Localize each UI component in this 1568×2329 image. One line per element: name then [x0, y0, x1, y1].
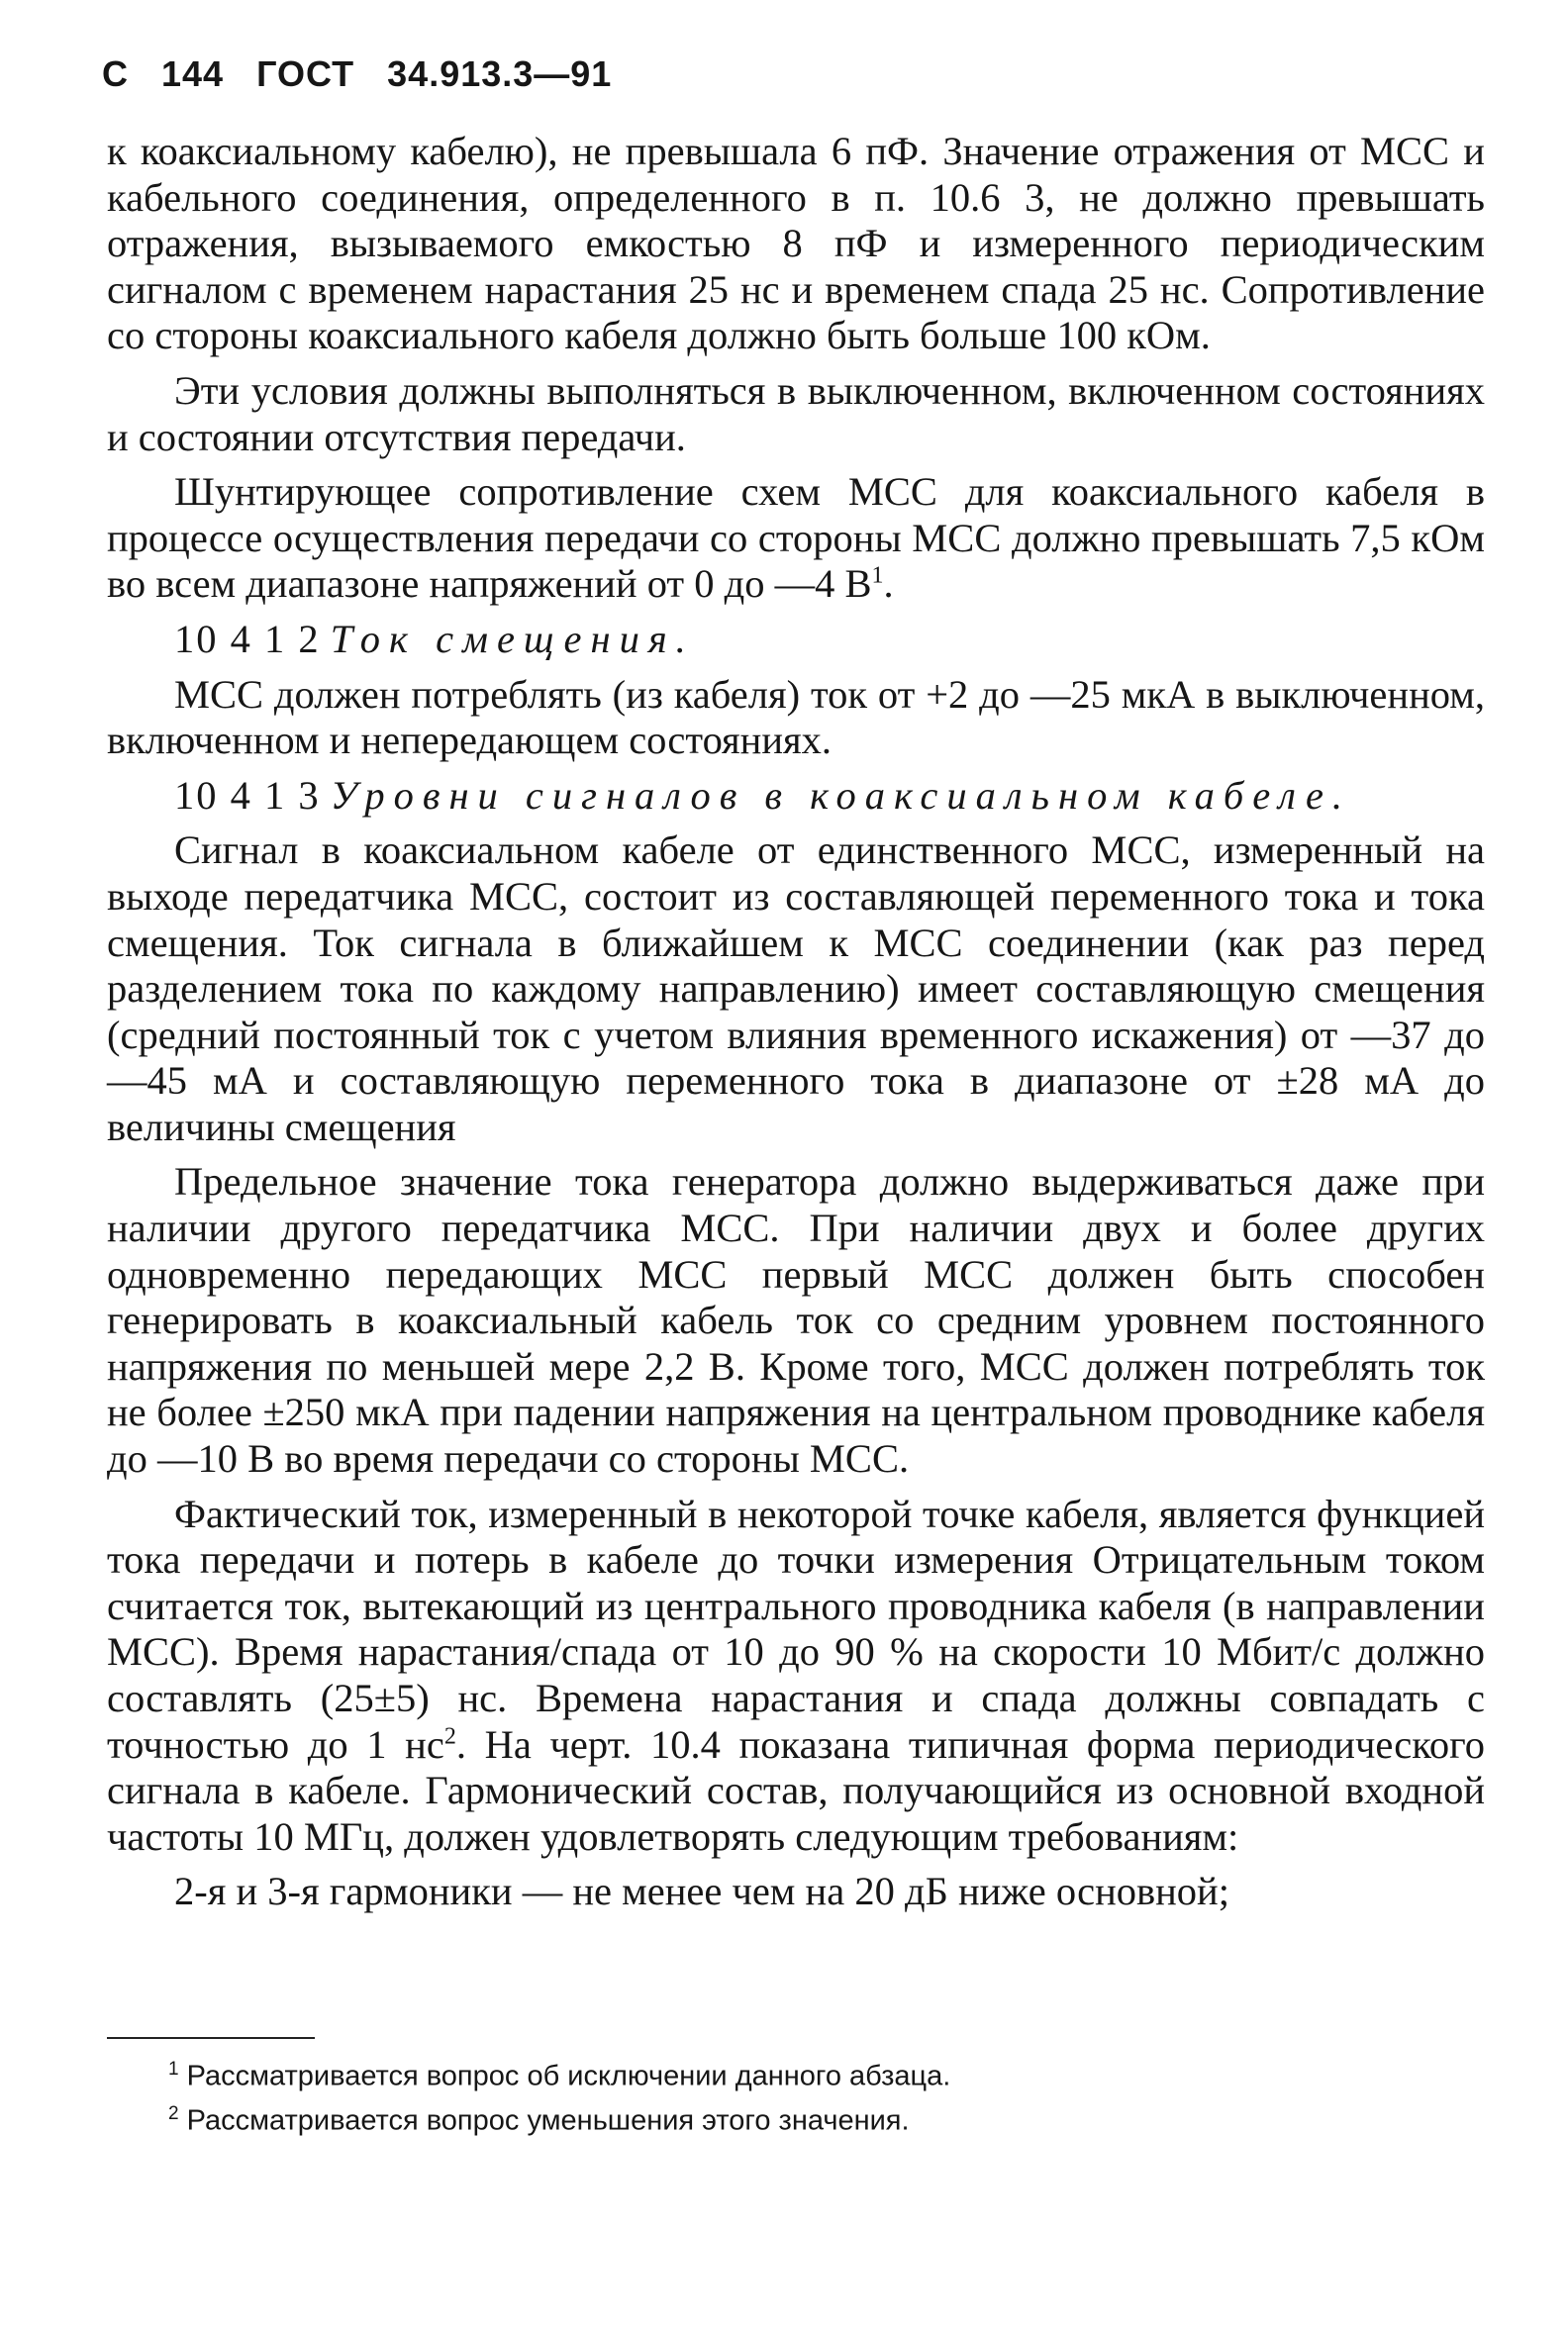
footnote [107, 2095, 1485, 2140]
document-body [107, 129, 1485, 1924]
footnote-ref: 1 [871, 562, 884, 589]
paragraph-text: Фактический ток, измеренный в некоторой точке кабеля, является функцией тока передачи и потерь в кабеле до точки измерения Отрицательным током считается ток, вытекающий из центрального проводника кабеля (в направлении МСС). Время нарастания/спада от 10 до 90 % на скорости 10 Мбит/с должно составлять (25±5) нс. Времена нарастания и спада должны совпадать с точностью до 1 нс [107, 1491, 1485, 1767]
paragraph: Сигнал в коаксиальном кабеле от единственного МСС, измеренный на выходе передатчика МСС, состоит из составляющей переменного тока и тока смещения. Ток сигнала в ближайшем к МСС соединении (как раз перед разделением тока по каждому направлению) имеет составляющую смещения (средний постоянный ток с учетом влияния временного искажения) от —37 до —45 мА и составляющую переменного тока в диапазоне от ±28 мА до величины смещения [107, 827, 1485, 1149]
footnote-ref: 2 [443, 1723, 456, 1750]
paragraph [107, 1492, 1485, 1861]
paragraph [107, 469, 1485, 608]
standard-label: ГОСТ [256, 53, 355, 94]
footnote-divider [107, 2037, 315, 2039]
subsection-number: 10 4 1 3 [174, 772, 321, 818]
paragraph-end: . [883, 561, 894, 607]
page-number: 144 [161, 53, 225, 94]
paragraph: 2-я и 3-я гармоники — не менее чем на 20 дБ ниже основной; [174, 1869, 1229, 1914]
footnote-mark: 1 [168, 2059, 179, 2080]
paragraph: к коаксиальному кабелю), не превышала 6 пФ. Значение отражения от МСС и кабельного соединения, определенного в п. 10.6 3, не должно превышать отражения, вызываемого емкостью 8 пФ и измеренного периодическим сигналом с временем нарастания 25 нс и временем спада 25 нс. Сопротивление со стороны коаксиального кабеля должно быть больше 100 кОм. [107, 129, 1485, 358]
paragraph: МСС должен потреблять (из кабеля) ток от +2 до —25 мкА в выключенном, включенном и непередающем состояниях. [107, 671, 1485, 763]
paragraph: Предельное значение тока генератора должно выдерживаться даже при наличии другого передатчика МСС. При наличии двух и более других одновременно передающих МСС первый МСС должен быть способен генерировать в коаксиальный кабель ток со средним уровнем постоянного напряжения по меньшей мере 2,2 В. Кроме того, МСС должен потреблять ток не более ±250 мкА при падении напряжения на центральном проводнике кабеля до —10 В во время передачи со стороны МСС. [107, 1159, 1485, 1482]
subsection-heading [107, 617, 1485, 663]
paragraph-text: Шунтирующее сопротивление схем МСС для коаксиального кабеля в процессе осуществления передачи со стороны МСС должно превышать 7,5 кОм во всем диапазоне напряжений от 0 до —4 В [107, 469, 1485, 607]
subsection-title: Ток смещения. [330, 616, 695, 661]
footnote-text: Рассматривается вопрос об исключении данного абзаца. [186, 2060, 951, 2092]
paragraph-text-cont: . На черт. 10.4 показана типичная форма периодического сигнала в кабеле. Гармонический состав, получающийся из основной входной частоты 10 МГц, должен удовлетворять следующим требованиям: [107, 1721, 1485, 1859]
header-letter: С [102, 53, 129, 94]
standard-code: 34.913.3—91 [387, 53, 613, 94]
page-header [102, 53, 634, 95]
subsection-title: Уровни сигналов в коаксиальном кабеле. [330, 772, 1352, 818]
subsection-number: 10 4 1 2 [174, 616, 321, 661]
subsection-heading [107, 773, 1485, 820]
footnote-mark: 2 [168, 2102, 179, 2124]
footnotes [107, 2037, 1485, 2139]
paragraph: Эти условия должны выполняться в выключенном, включенном состояниях и состоянии отсутствия передачи. [107, 367, 1485, 459]
footnote-text: Рассматривается вопрос уменьшения этого значения. [186, 2104, 910, 2137]
footnote [107, 2051, 1485, 2095]
